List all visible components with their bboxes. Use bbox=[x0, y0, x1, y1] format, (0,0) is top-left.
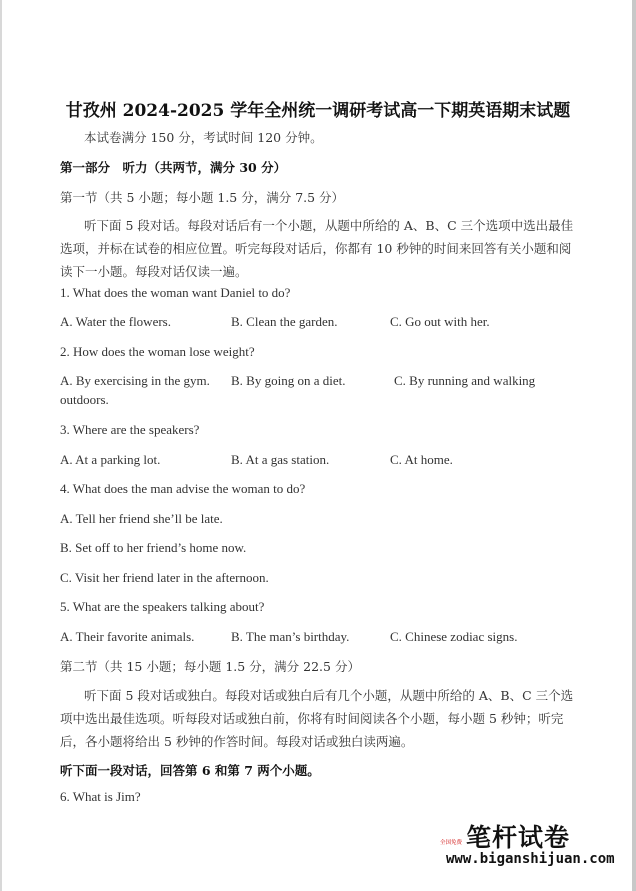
page-right-edge bbox=[632, 0, 636, 891]
watermark-title: 笔杆试卷 bbox=[466, 823, 571, 852]
q1-option-a: A. Water the flowers. bbox=[60, 314, 171, 329]
q2-option-b: B. By going on a diet. bbox=[231, 373, 346, 388]
question-2: 2. How does the woman lose weight? bbox=[60, 344, 255, 359]
section1-heading: 第一节（共 5 小题；每小题 1.5 分，满分 7.5 分） bbox=[60, 190, 345, 205]
watermark-logo bbox=[440, 818, 615, 874]
q3-option-b: B. At a gas station. bbox=[231, 452, 330, 467]
section2-instructions-line2: 项中选出最佳选项。听每段对话或独白前，你将有时间阅读各个小题，每小题 5 秒钟；听完 bbox=[60, 711, 564, 726]
question-3: 3. Where are the speakers? bbox=[60, 422, 200, 437]
watermark-badge: 全国免费 bbox=[440, 840, 463, 846]
exam-info: 本试卷满分 150 分，考试时间 120 分钟。 bbox=[84, 130, 323, 145]
q1-option-b: B. Clean the garden. bbox=[231, 314, 338, 329]
q1-option-c: C. Go out with her. bbox=[390, 314, 490, 329]
exam-title: 甘孜州 2024-2025 学年全州统一调研考试高一下期英语期末试题 bbox=[65, 101, 571, 121]
q4-option-a: A. Tell her friend she’ll be late. bbox=[60, 511, 223, 526]
section1-instructions-line2: 选项，并标在试卷的相应位置。听完每段对话后，你都有 10 秒钟的时间来回答有关小题和阅 bbox=[60, 241, 572, 256]
dialogue-heading: 听下面一段对话，回答第 6 和第 7 两个小题。 bbox=[60, 763, 320, 778]
section1-instructions-line3: 读下一小题。每段对话仅读一遍。 bbox=[60, 264, 248, 279]
q5-option-c: C. Chinese zodiac signs. bbox=[390, 629, 518, 644]
q4-option-c: C. Visit her friend later in the afternoon. bbox=[60, 570, 269, 585]
q5-option-b: B. The man’s birthday. bbox=[231, 629, 350, 644]
question-4: 4. What does the man advise the woman to do? bbox=[60, 481, 306, 496]
q5-option-a: A. Their favorite animals. bbox=[60, 629, 195, 644]
q2-option-c: C. By running and walking bbox=[394, 373, 536, 388]
section2-instructions-line1: 听下面 5 段对话或独白。每段对话或独白后有几个小题，从题中所给的 A、B、C 三个选 bbox=[84, 688, 574, 703]
section2-heading: 第二节（共 15 小题；每小题 1.5 分，满分 22.5 分） bbox=[60, 659, 360, 674]
q3-option-a: A. At a parking lot. bbox=[60, 452, 161, 467]
q4-option-b: B. Set off to her friend’s home now. bbox=[60, 540, 247, 555]
q2-option-a: A. By exercising in the gym. bbox=[60, 373, 210, 388]
question-6: 6. What is Jim? bbox=[60, 789, 141, 804]
page-left-edge bbox=[0, 0, 2, 891]
question-5: 5. What are the speakers talking about? bbox=[60, 599, 265, 614]
question-1: 1. What does the woman want Daniel to do? bbox=[60, 285, 291, 300]
section2-instructions-line3: 后，各小题将给出 5 秒钟的作答时间。每段对话或独白读两遍。 bbox=[60, 734, 414, 749]
section1-instructions-line1: 听下面 5 段对话。每段对话后有一个小题，从题中所给的 A、B、C 三个选项中选出最佳 bbox=[84, 218, 574, 233]
q2-option-c-continuation: outdoors. bbox=[60, 392, 109, 407]
watermark-url: www.biganshijuan.com bbox=[446, 851, 615, 867]
q3-option-c: C. At home. bbox=[390, 452, 453, 467]
part1-heading: 第一部分 听力（共两节，满分 30 分） bbox=[60, 160, 287, 175]
